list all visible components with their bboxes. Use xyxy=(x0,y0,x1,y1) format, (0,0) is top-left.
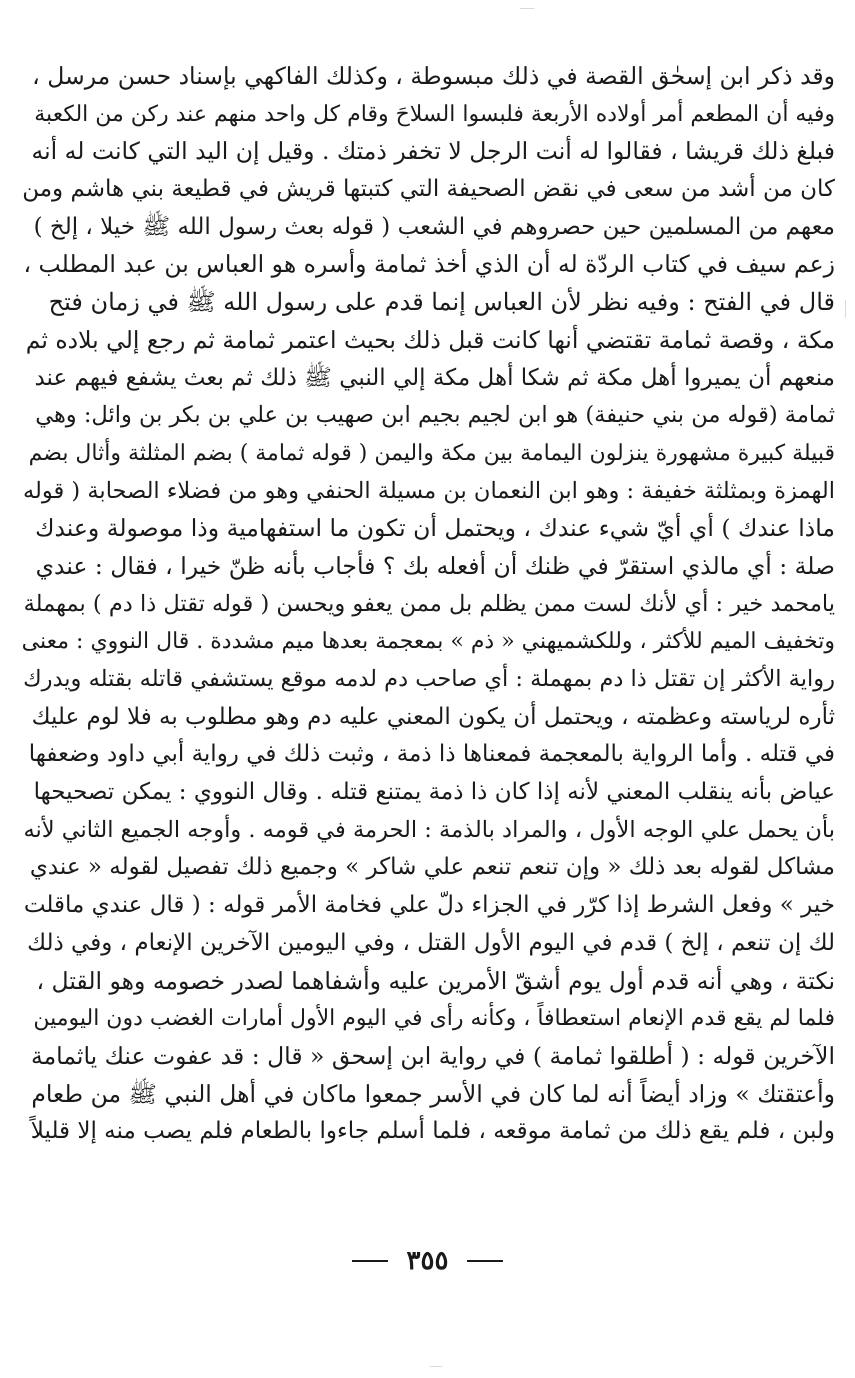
text-line-18: ثأره لرياسته وعظمته ، ويحتمل أن يكون المعني عليه دم وهو مطلوب به فلا لوم عليك xyxy=(31,703,835,730)
text-line-11: قبيلة كبيرة مشهورة ينزلون اليمامة بين مكة واليمن ( قوله ثمامة ) بضم المثلثة وأثال بضم xyxy=(28,440,835,466)
text-line-12: الهمزة وبمثلثة خفيفة : وهو ابن النعمان بن مسيلة الحنفي وهو من فضلاء الصحابة ( قوله xyxy=(22,477,835,504)
text-line-10: ثمامة (قوله من بني حنيفة) هو ابن لجيم بجيم ابن صهيب بن علي بن بكر بن وائل: وهي xyxy=(35,402,835,429)
text-line-28: وأعتقتك » وزاد أيضاً أنه لما كان في الأسر جمعوا ماكان في أهل النبي ﷺ من طعام xyxy=(31,1079,835,1108)
text-line-5: معهم من المسلمين حين حصروهم في الشعب ( قوله بعث رسول الله ﷺ خيلا ، إلخ ) xyxy=(33,213,835,240)
footer-dash-right xyxy=(467,1260,503,1262)
text-line-22: مشاكل لقوله بعد ذلك « وإن تنعم تنعم علي شاكر » وجميع ذلك تفصيل لقوله « عندي xyxy=(29,854,835,881)
text-line-20: عياض بأنه ينقلب المعني لأنه إذا كان ذا ذمة يمتنع قتله . وقال النووي : يمكن تصحيحها xyxy=(33,779,835,806)
scan-edge-mark-top xyxy=(520,8,534,9)
text-line-29: ولبن ، فلم يقع ذلك من ثمامة موقعه ، فلما أسلم جاءوا بالطعام فلم يصب منه إلا قليلاً xyxy=(30,1118,835,1145)
text-line-15: يامحمد خير : أي لأنك لست ممن يظلم بل ممن يعفو ويحسن ( قوله تقتل ذا دم ) بمهملة xyxy=(23,590,835,617)
text-line-3: فبلغ ذلك قريشا ، فقالوا له أنت الرجل لا تخفر ذمتك . وقيل إن اليد التي كانت له أنه xyxy=(31,137,835,166)
text-line-23: خير » وفعل الشرط إذا كرّر في الجزاء دلّ علي فخامة الأمر قوله : ( قال عندي ماقلت xyxy=(23,892,835,919)
text-line-13: ماذا عندك ) أي أيّ شيء عندك ، ويحتمل أن تكون ما استفهامية وذا موصولة وعندك xyxy=(35,514,835,543)
page-footer xyxy=(0,1240,855,1281)
text-line-7: قال في الفتح : وفيه نظر لأن العباس إنما قدم على رسول الله ﷺ في زمان فتح xyxy=(48,288,835,317)
text-line-2: وفيه أن المطعم أمر أولاده الأربعة فلبسوا السلاحَ وقام كل واحد منهم عند ركن من الكعبة xyxy=(34,101,835,127)
page-number: ٣٥٥ xyxy=(406,1246,449,1276)
text-line-24: لك إن تنعم ، إلخ ) قدم في اليوم الأول القتل ، وفي اليومين الآخرين الإنعام ، وفي ذلك xyxy=(27,929,835,956)
text-line-17: رواية الأكثر إن تقتل ذا دم بمهملة : أي صاحب دم لدمه موقع يستشفي قاتله بقتله ويدرك xyxy=(23,666,835,692)
scan-edge-mark-bottom xyxy=(430,1366,442,1367)
text-line-27: الآخرين قوله : ( أطلقوا ثمامة ) في رواية ابن إسحق « قال : قد عفوت عنك ياثمامة xyxy=(30,1041,835,1070)
footer-dash-left xyxy=(352,1260,388,1262)
text-line-8: مكة ، وقصة ثمامة تقتضي أنها كانت قبل ذلك بحيث اعتمر ثمامة ثم رجع إلي بلاده ثم xyxy=(25,325,835,354)
text-line-1: وقد ذكر ابن إسحٰق القصة في ذلك مبسوطة ، وكذلك الفاكهي بإسناد حسن مرسل ، xyxy=(32,62,835,90)
text-line-21: بأن يحمل علي الوجه الأول ، والمراد بالذمة : الحرمة في قومه . وأوجه الجميع الثاني لأنه xyxy=(23,816,835,843)
text-line-16: وتخفيف الميم للأكثر ، وللكشميهني « ذم » بمعجمة بعدها ميم مشددة . قال النووي : معنى xyxy=(22,629,835,655)
text-line-26: فلما لم يقع قدم الإنعام استعطافاً ، وكأنه رأى في اليوم الأول أمارات الغضب دون اليومين xyxy=(33,1006,835,1032)
text-line-14: صلة : أي مالذي استقرّ في ظنك أن أفعله بك ؟ فأجاب بأنه ظنّ خيرا ، فقال : عندي xyxy=(35,551,835,580)
text-line-9: منعهم أن يميروا أهل مكة ثم شكا أهل مكة إلي النبي ﷺ ذلك ثم بعث يشفع فيهم عند xyxy=(34,364,835,391)
body-text xyxy=(22,58,835,1151)
text-line-4: كان من أشد من سعى في نقض الصحيفة التي كتبتها قريش في قطيعة بني هاشم ومن xyxy=(22,176,835,203)
scan-edge-mark-right xyxy=(845,300,846,318)
text-line-6: زعم سيف في كتاب الردّة له أن الذي أخذ ثمامة وأسره هو العباس بن عبد المطلب ، xyxy=(23,250,835,279)
text-line-19: في قتله . وأما الرواية بالمعجمة فمعناها ذا ذمة ، وثبت ذلك في رواية أبي داود وضعفها xyxy=(28,741,835,768)
text-line-25: نكتة ، وهي أنه قدم أول يوم أشقّ الأمرين عليه وأشفاهما لصدر خصومه وهو القتل ، xyxy=(36,966,835,995)
